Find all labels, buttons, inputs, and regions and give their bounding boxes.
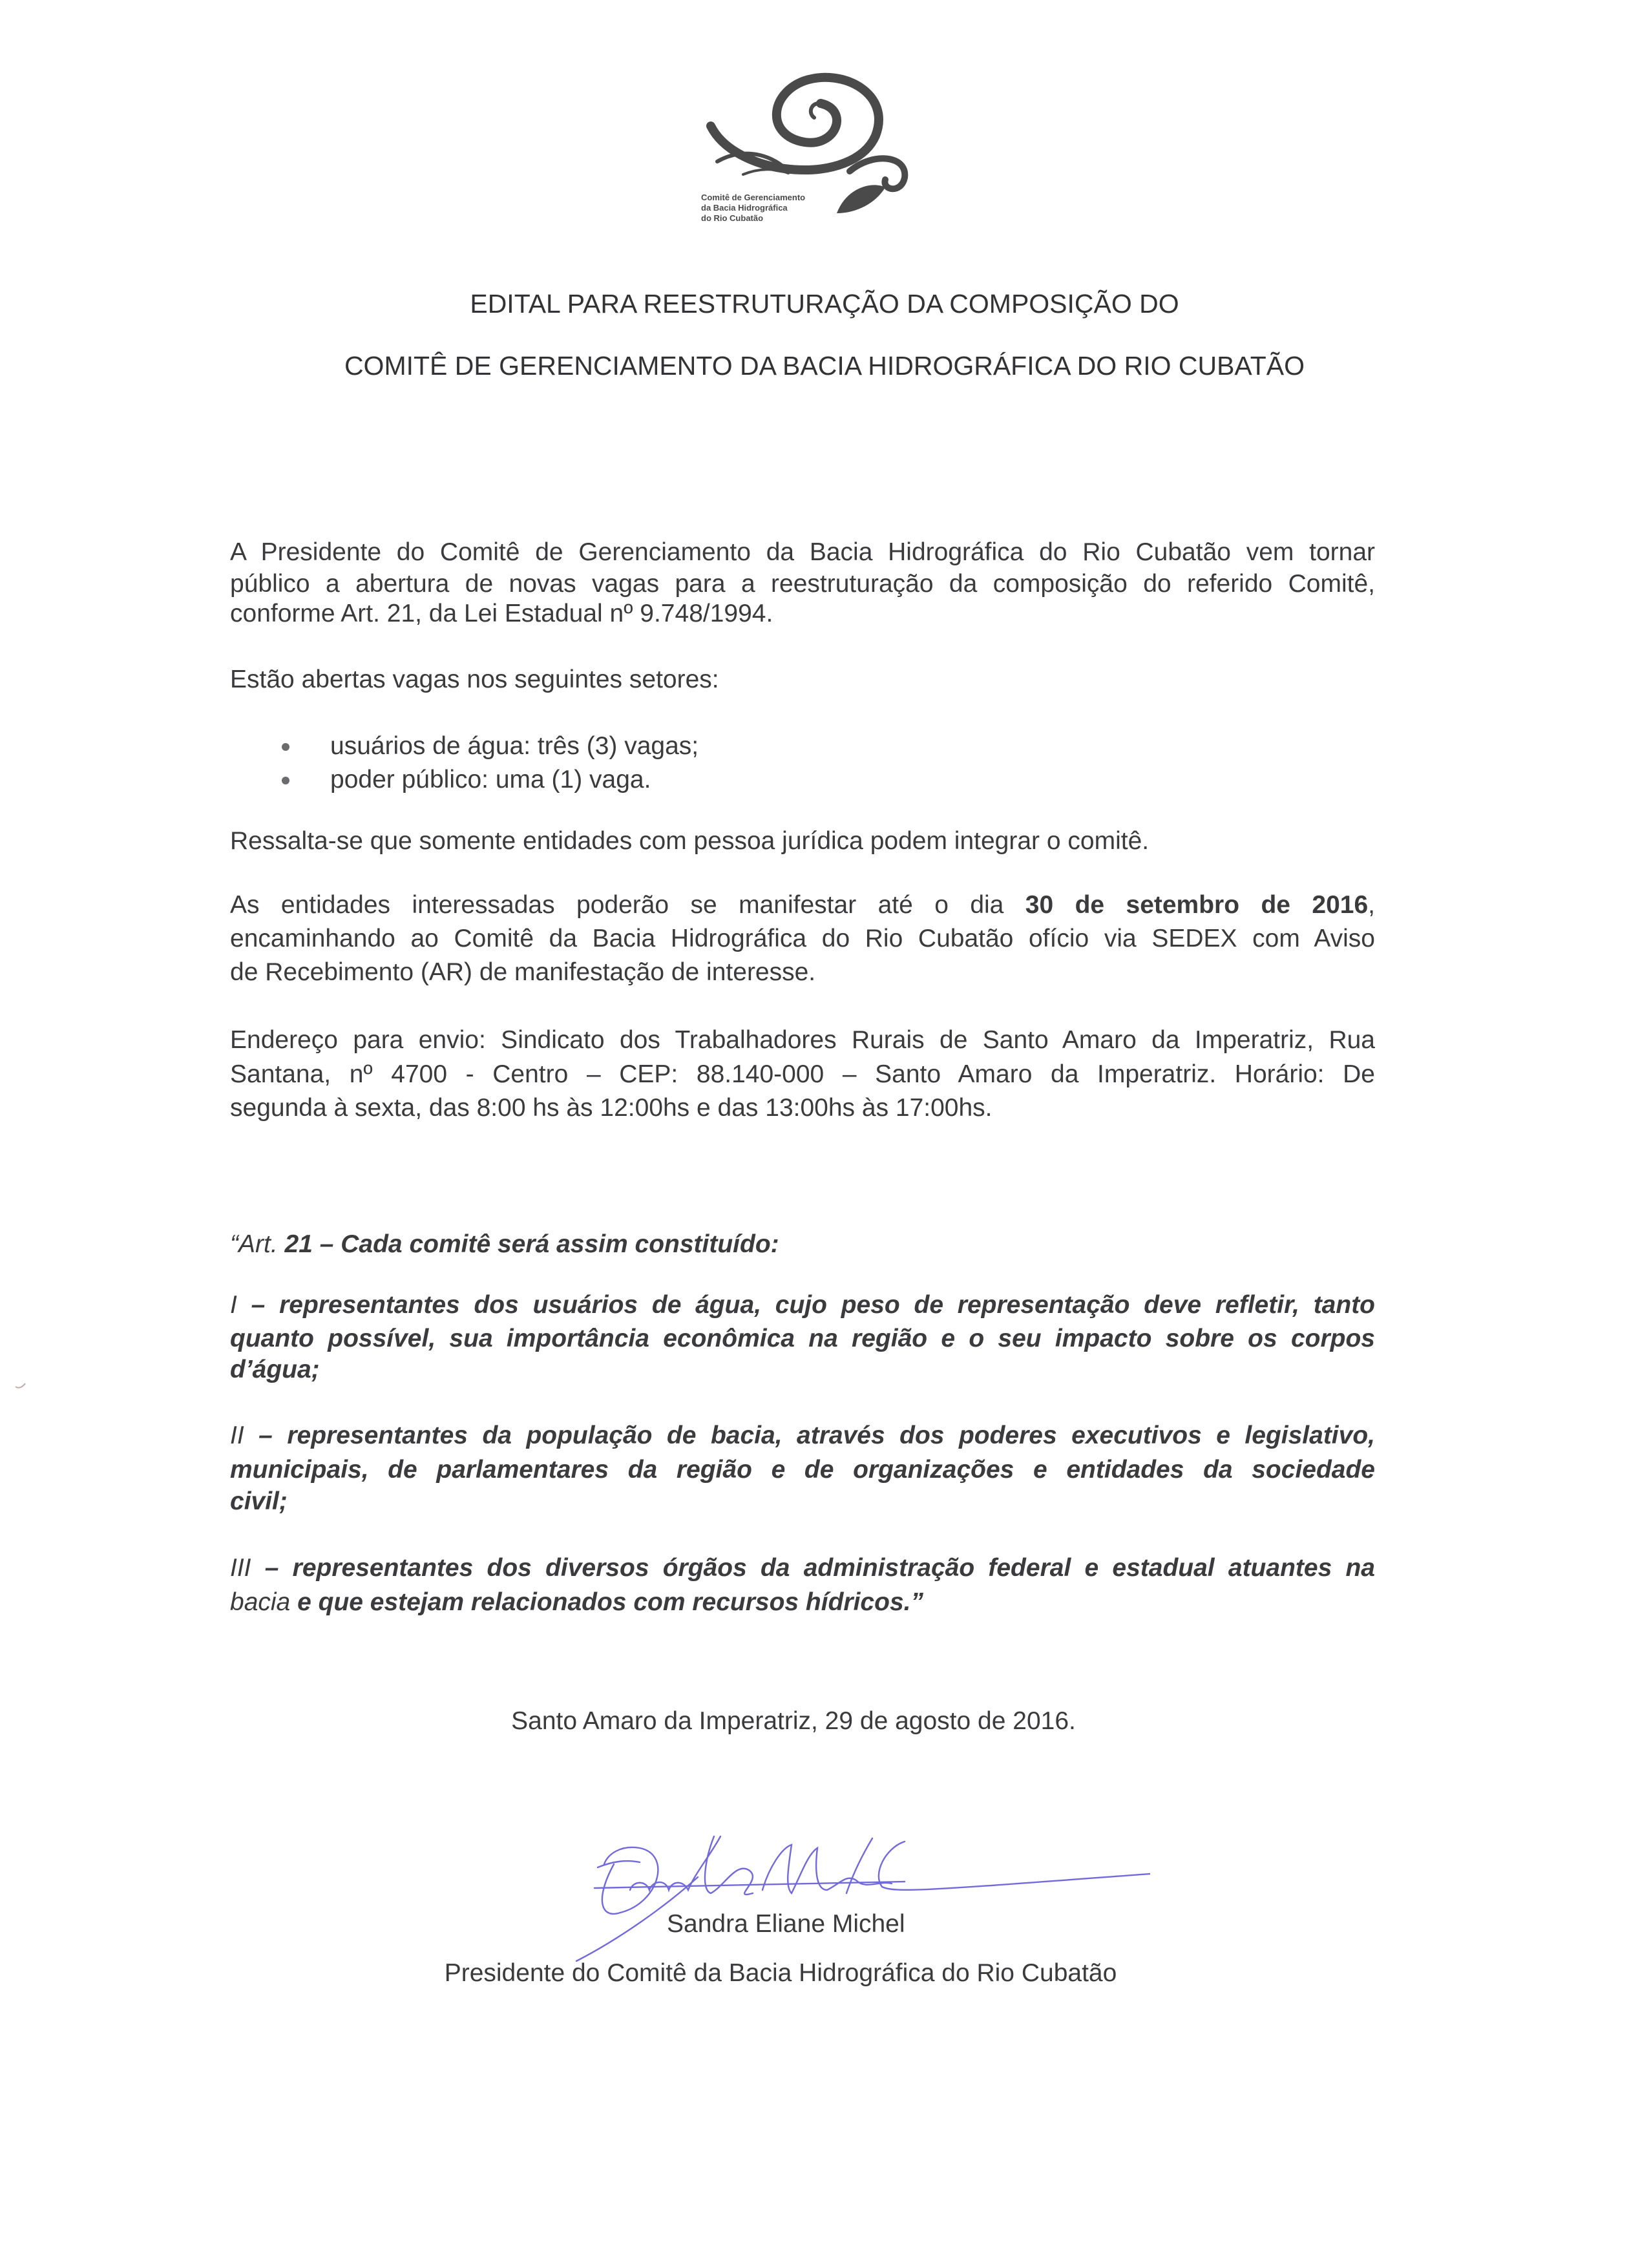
deadline-text: As entidades interessadas poderão se manifestar até o dia (230, 891, 1004, 919)
article-heading-open: “Art. (230, 1230, 278, 1258)
address-line: segunda à sexta, das 8:00 hs às 12:00hs e das 13:00hs às 17:00hs. (230, 1094, 993, 1122)
article-numeral: III (230, 1554, 251, 1582)
article-item-text: – representantes dos usuários de água, cujo peso de representação deve refletir, tanto (251, 1291, 1376, 1319)
article-item-line (230, 1421, 1375, 1451)
intro-line: conforme Art. 21, da Lei Estadual nº 9.748/1994. (230, 600, 773, 627)
bullet-icon (282, 777, 289, 784)
article-item-text: e (297, 1588, 311, 1616)
deadline-comma: , (1368, 891, 1375, 919)
document-title-line-2: COMITÊ DE GERENCIAMENTO DA BACIA HIDROGRÁFICA DO RIO CUBATÃO (344, 351, 1305, 381)
article-item-line (230, 1588, 923, 1617)
article-item-text-regular: bacia (230, 1588, 291, 1616)
deadline-line: encaminhando ao Comitê da Bacia Hidrográfica do Rio Cubatão ofício via SEDEX com Aviso (230, 925, 1375, 952)
handwritten-signature-icon (569, 1829, 1150, 1971)
sector-item: poder público: uma (1) vaga. (330, 766, 651, 793)
deadline-line: de Recebimento (AR) de manifestação de interesse. (230, 958, 816, 986)
bullet-icon (282, 743, 289, 751)
legal-entity-note: Ressalta-se que somente entidades com pessoa jurídica podem integrar o comitê. (230, 827, 1150, 855)
logo-text-line: da Bacia Hidrográfica (701, 203, 788, 213)
article-item-line: municipais, de parlamentares da região e de organizações e entidades da sociedade (230, 1456, 1375, 1484)
intro-line: A Presidente do Comitê de Gerenciamento da Bacia Hidrográfica do Rio Cubatão vem tornar (230, 538, 1375, 566)
intro-line: público a abertura de novas vagas para a reestruturação da composição do referido Comitê, (230, 570, 1375, 598)
sectors-heading: Estão abertas vagas nos seguintes setores: (230, 666, 719, 693)
article-item-line (230, 1553, 1375, 1583)
article-item-line: civil; (230, 1487, 288, 1515)
sector-item: usuários de água: três (3) vagas; (330, 732, 699, 760)
article-item-line: d’água; (230, 1356, 320, 1383)
article-item-line (230, 1290, 1375, 1320)
place-date: Santo Amaro da Imperatriz, 29 de agosto de 2016. (511, 1707, 1076, 1735)
article-heading (230, 1230, 779, 1259)
signer-role: Presidente do Comitê da Bacia Hidrográfica do Rio Cubatão (444, 1959, 1117, 1987)
article-heading-rest: 21 – Cada comitê será assim constituído: (284, 1230, 779, 1258)
article-item-line: quanto possível, sua importância econômica na região e o seu impacto sobre os corpos (230, 1325, 1375, 1352)
address-line: Endereço para envio: Sindicato dos Trabalhadores Rurais de Santo Amaro da Imperatriz, Rua (230, 1026, 1375, 1054)
deadline-line (230, 890, 1375, 920)
document-title-line-1: EDITAL PARA REESTRUTURAÇÃO DA COMPOSIÇÃO DO (470, 289, 1179, 319)
logo-text-line: do Rio Cubatão (701, 213, 764, 223)
address-line: Santana, nº 4700 - Centro – CEP: 88.140-000 – Santo Amaro da Imperatriz. Horário: De (230, 1060, 1375, 1088)
article-numeral: II (230, 1422, 244, 1449)
article-item-text: – representantes da população de bacia, através dos poderes executivos e legislativo, (258, 1422, 1375, 1449)
article-item-text: – representantes dos diversos órgãos da administração federal e estadual atuantes na (264, 1554, 1375, 1582)
article-numeral: I (230, 1291, 237, 1319)
scan-mark-icon (14, 1381, 27, 1389)
signer-name: Sandra Eliane Michel (667, 1910, 905, 1938)
article-item-text: que estejam relacionados com recursos hídricos.” (318, 1588, 923, 1616)
deadline-date: 30 de setembro de 2016 (1025, 891, 1369, 919)
logo-text-line: Comitê de Gerenciamento (701, 193, 806, 202)
